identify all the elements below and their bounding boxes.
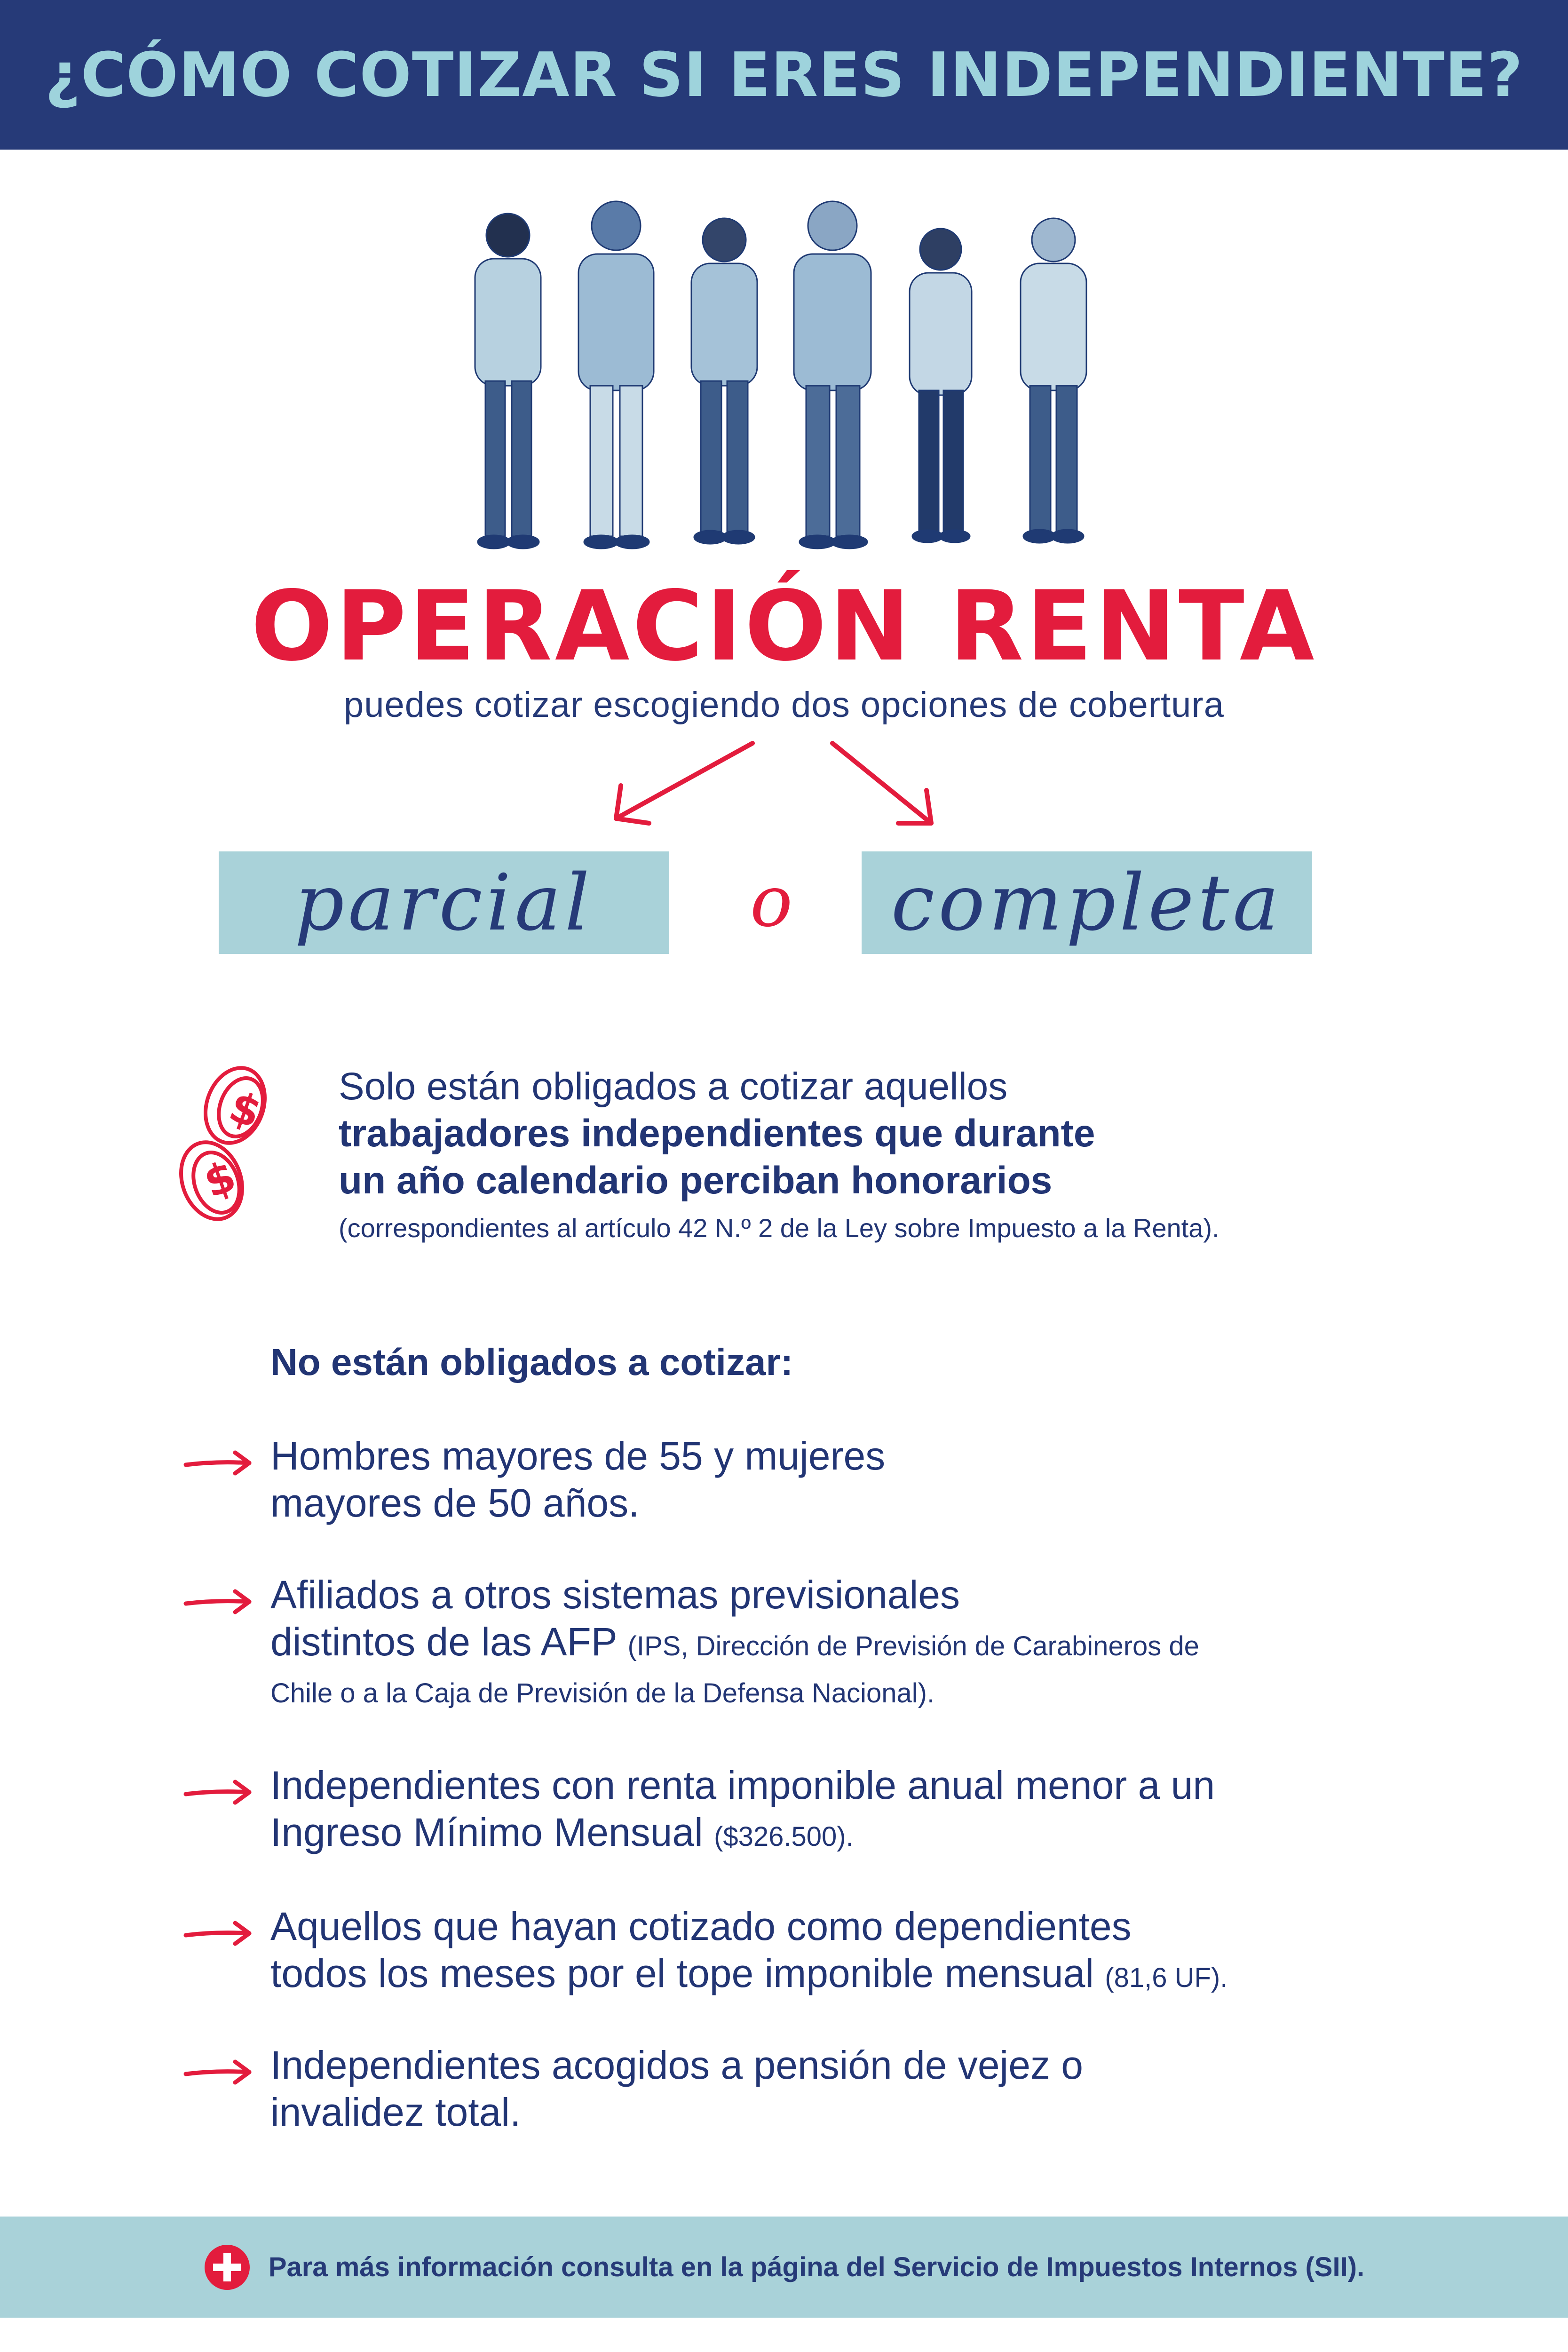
plus-icon bbox=[204, 2244, 251, 2291]
arrow-right-icon bbox=[183, 1778, 254, 1806]
no-obligados-heading: No están obligados a cotizar: bbox=[270, 1341, 793, 1383]
list-item bbox=[270, 1432, 1446, 1526]
person-figure bbox=[475, 214, 541, 548]
person-figure bbox=[794, 201, 871, 548]
person-figure bbox=[691, 218, 757, 544]
footer-bar bbox=[0, 2217, 1568, 2318]
list-item-line: Aquellos que hayan cotizado como dependientes bbox=[270, 1904, 1132, 1948]
list-item-line: mayores de 50 años. bbox=[270, 1481, 640, 1525]
list-item-line: Independientes con renta imponible anual menor a un bbox=[270, 1763, 1215, 1807]
list-item bbox=[270, 1571, 1446, 1717]
arrow-right-icon bbox=[183, 1449, 254, 1477]
people-group-image bbox=[442, 188, 1138, 555]
list-item-note: (81,6 UF). bbox=[1105, 1963, 1228, 1993]
obligados-intro: Solo están obligados a cotizar aquellos bbox=[339, 1065, 1008, 1108]
person-figure bbox=[910, 229, 972, 542]
arrow-right-icon bbox=[183, 1588, 254, 1616]
list-item bbox=[270, 1903, 1446, 2002]
list-item bbox=[270, 1762, 1446, 1860]
svg-text:$: $ bbox=[198, 1151, 242, 1208]
obligados-bold-line2: un año calendario perciban honorarios bbox=[339, 1159, 1053, 1202]
option-parcial bbox=[219, 851, 669, 954]
coin-dollar-icon bbox=[179, 1058, 273, 1247]
main-title: OPERACIÓN RENTA bbox=[251, 571, 1317, 683]
svg-text:$: $ bbox=[223, 1081, 268, 1138]
list-item-line: todos los meses por el tope imponible mensual bbox=[270, 1951, 1105, 1995]
option-parcial-label: parcial bbox=[294, 858, 594, 948]
arrow-right-icon bbox=[183, 1919, 254, 1947]
list-item bbox=[270, 2042, 1446, 2136]
list-item-note: ($326.500). bbox=[714, 1821, 854, 1852]
option-completa bbox=[862, 851, 1312, 954]
person-figure bbox=[1021, 218, 1086, 543]
header-bar bbox=[0, 0, 1568, 150]
option-connector: o bbox=[750, 861, 793, 943]
obligados-bold-line1: trabajadores independientes que durante bbox=[339, 1112, 1095, 1155]
list-item-line: invalidez total. bbox=[270, 2090, 521, 2134]
list-item-line: distintos de las AFP bbox=[270, 1620, 628, 1664]
person-figure bbox=[578, 201, 654, 548]
list-item-line: Independientes acogidos a pensión de vejez o bbox=[270, 2043, 1083, 2087]
option-completa-label: completa bbox=[891, 858, 1283, 948]
list-item-line: Afiliados a otros sistemas previsionales bbox=[270, 1573, 960, 1617]
subtitle: puedes cotizar escogiendo dos opciones de cobertura bbox=[344, 685, 1224, 725]
footer-info-text: Para más información consulta en la página del Servicio de Impuestos Internos (SII). bbox=[268, 2252, 1365, 2282]
obligados-note: (correspondientes al artículo 42 N.º 2 de la Ley sobre Impuesto a la Renta). bbox=[339, 1213, 1220, 1243]
list-item-note: (IPS, Dirección de Previsión de Carabineros de bbox=[627, 1631, 1199, 1661]
list-item-note: Chile o a la Caja de Previsión de la Defensa Nacional). bbox=[270, 1678, 935, 1708]
list-item-line: Ingreso Mínimo Mensual bbox=[270, 1810, 714, 1854]
list-item-line: Hombres mayores de 55 y mujeres bbox=[270, 1434, 886, 1478]
arrow-right-icon bbox=[183, 2058, 254, 2086]
split-arrows-icon bbox=[588, 734, 974, 837]
page-title: ¿CÓMO COTIZAR SI ERES INDEPENDIENTE? bbox=[45, 39, 1523, 111]
obligados-block bbox=[339, 1063, 1477, 1249]
